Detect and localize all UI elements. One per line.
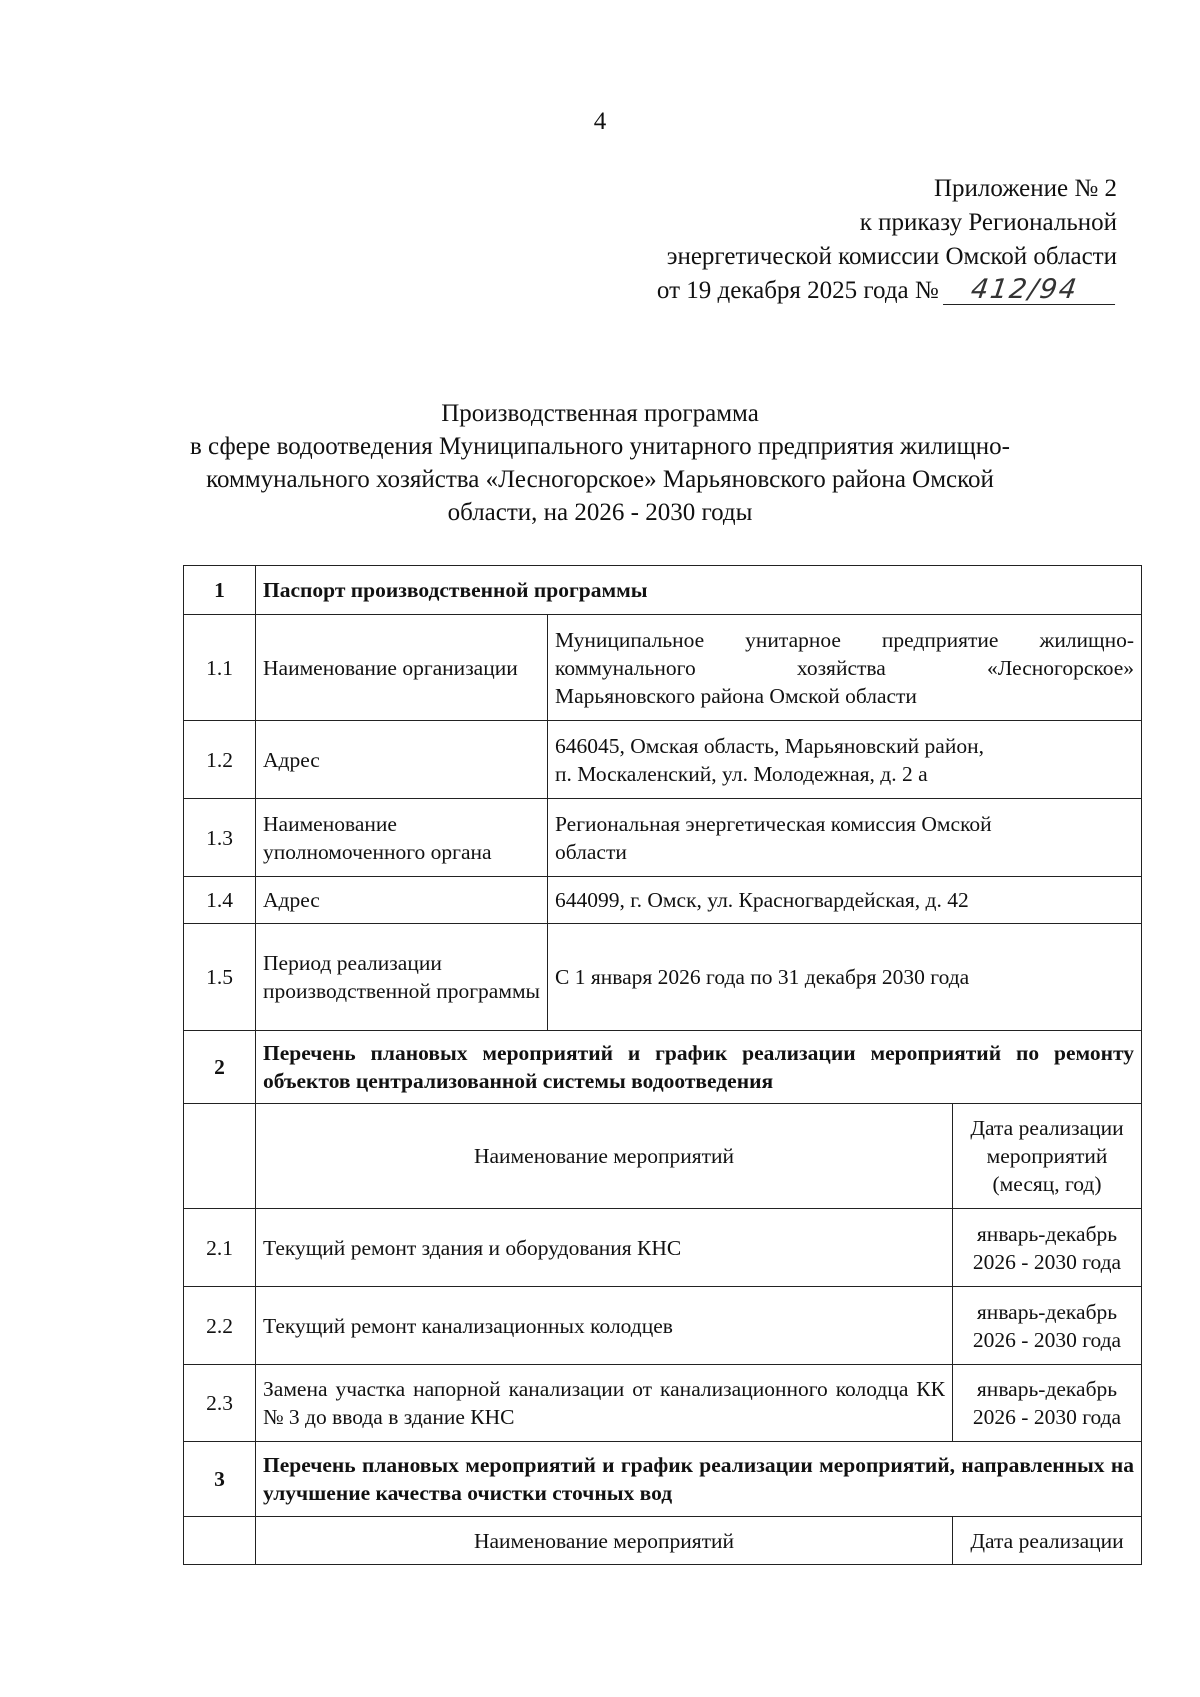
page-number: 4 — [593, 108, 607, 135]
column-header-name: Наименование мероприятий — [256, 1104, 953, 1209]
passport-label: Период реализации производственной программы — [256, 924, 548, 1031]
passport-value — [548, 877, 1142, 924]
appendix-header — [657, 172, 1117, 308]
title-line: Производственная программа — [441, 400, 759, 427]
passport-value — [548, 615, 1142, 721]
column-header-date: Дата реализации — [953, 1517, 1142, 1565]
empty-cell — [184, 1104, 256, 1209]
value-line: 644099, г. Омск, ул. Красногвардейская, д. 42 — [555, 888, 969, 912]
passport-value — [548, 721, 1142, 799]
section-number: 1 — [184, 566, 256, 615]
passport-label: Адрес — [256, 721, 548, 799]
document-title — [170, 397, 1030, 529]
column-header-name: Наименование мероприятий — [256, 1517, 953, 1565]
column-header-date: Дата реализации мероприятий (месяц, год) — [953, 1104, 1142, 1209]
title-line: в сфере водоотведения Муниципального унитарного предприятия жилищно- — [189, 433, 1010, 460]
appendix-order-line — [657, 274, 1117, 308]
row-number: 1.1 — [184, 615, 256, 721]
activity-name: Текущий ремонт канализационных колодцев — [256, 1287, 953, 1365]
row-number: 1.3 — [184, 799, 256, 877]
row-number: 2.1 — [184, 1209, 256, 1287]
section-header-row — [184, 1031, 1142, 1104]
appendix-line: Приложение № 2 — [933, 175, 1117, 202]
column-header-row — [184, 1517, 1142, 1565]
title-line: коммунального хозяйства «Лесногорское» Марьяновского района Омской — [206, 466, 994, 493]
program-table — [183, 565, 1142, 1565]
value-line: 646045, Омская область, Марьяновский район, — [555, 733, 984, 758]
value-line: п. Москаленский, ул. Молодежная, д. 2 а — [555, 761, 928, 786]
row-number: 1.4 — [184, 877, 256, 924]
passport-label: Наименование организации — [256, 615, 548, 721]
passport-value — [548, 924, 1142, 1031]
value-line: С 1 января 2026 года по 31 декабря 2030 года — [555, 965, 970, 989]
activity-row — [184, 1209, 1142, 1287]
activity-date: январь-декабрь 2026 - 2030 года — [953, 1365, 1142, 1442]
activity-date: январь-декабрь 2026 - 2030 года — [953, 1209, 1142, 1287]
section-title: Перечень плановых мероприятий и график реализации мероприятий по ремонту объектов централизованной системы водоотведения — [256, 1031, 1142, 1104]
passport-row — [184, 615, 1142, 721]
section-title: Паспорт производственной программы — [256, 566, 1142, 615]
row-number: 2.3 — [184, 1365, 256, 1442]
value-line: Марьяновского района Омской области — [555, 683, 917, 708]
row-number: 1.2 — [184, 721, 256, 799]
value-line: коммунального хозяйства «Лесногорское» — [555, 655, 1135, 680]
passport-row — [184, 877, 1142, 924]
activity-name: Замена участка напорной канализации от канализационного колодца КК № 3 до ввода в здание КНС — [256, 1365, 953, 1442]
empty-cell — [184, 1517, 256, 1565]
activity-row — [184, 1365, 1142, 1442]
passport-row — [184, 721, 1142, 799]
title-line: области, на 2026 - 2030 годы — [447, 499, 753, 526]
passport-label: Наименование уполномоченного органа — [256, 799, 548, 877]
passport-label: Адрес — [256, 877, 548, 924]
value-line: области — [555, 839, 627, 864]
row-number: 2.2 — [184, 1287, 256, 1365]
section-header-row — [184, 566, 1142, 615]
appendix-date-text: от 19 декабря 2025 года № — [656, 277, 939, 304]
section-header-row — [184, 1442, 1142, 1517]
passport-value — [548, 799, 1142, 877]
activity-date: январь-декабрь 2026 - 2030 года — [953, 1287, 1142, 1365]
row-number: 1.5 — [184, 924, 256, 1031]
appendix-line: к приказу Региональной — [859, 209, 1117, 236]
value-line: Региональная энергетическая комиссия Омской — [555, 811, 992, 836]
column-header-row — [184, 1104, 1142, 1209]
activity-name: Текущий ремонт здания и оборудования КНС — [256, 1209, 953, 1287]
section-number: 3 — [184, 1442, 256, 1517]
passport-row — [184, 799, 1142, 877]
section-number: 2 — [184, 1031, 256, 1104]
activity-row — [184, 1287, 1142, 1365]
appendix-line: энергетической комиссии Омской области — [666, 243, 1117, 270]
value-line: Муниципальное унитарное предприятие жилищно- — [555, 627, 1135, 652]
section-title: Перечень плановых мероприятий и график реализации мероприятий, направленных на улучшение качества очистки сточных вод — [256, 1442, 1142, 1517]
handwritten-order-number: 412/94 — [943, 276, 1119, 305]
passport-row — [184, 924, 1142, 1031]
